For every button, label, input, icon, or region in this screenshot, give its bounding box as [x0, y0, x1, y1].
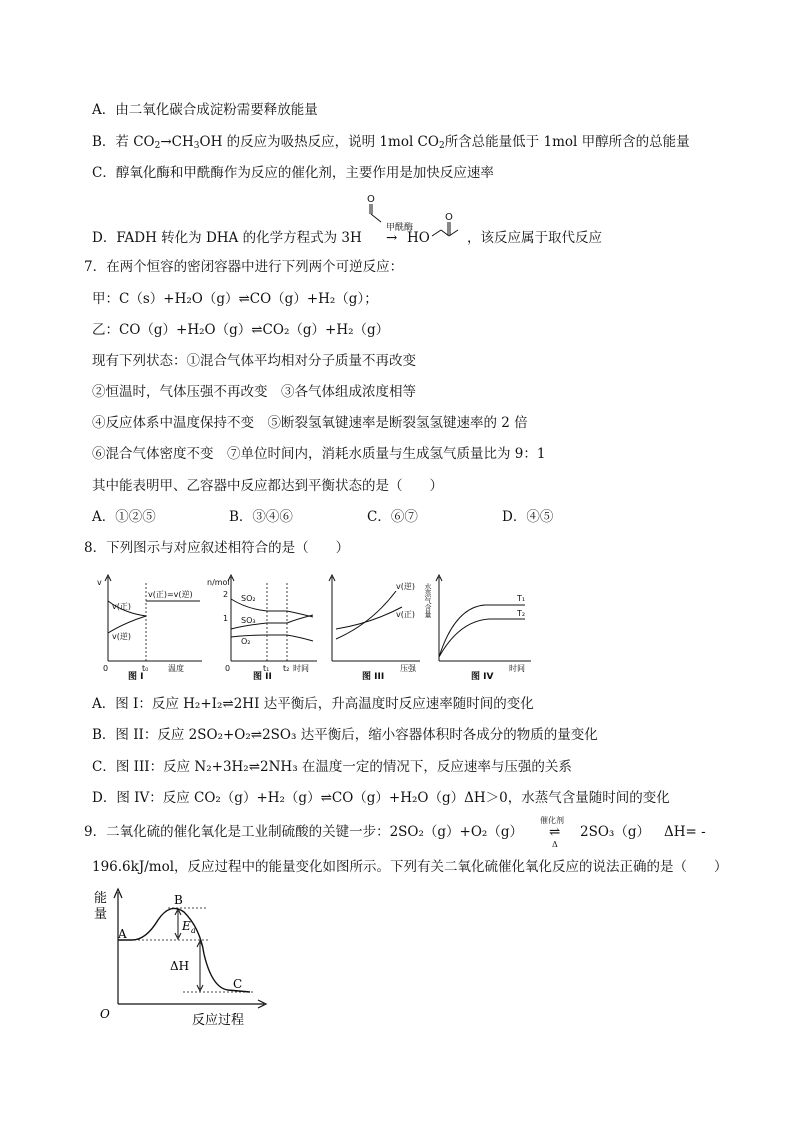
fig3-x-label: 压强 [400, 664, 416, 673]
q7-question: 其中能表明甲、乙容器中反应都达到平衡状态的是（ ） [92, 478, 443, 494]
fig3-v-forward: v(正) [396, 610, 415, 619]
q7-state-line-2: ②恒温时，气体压强不再改变 ③各气体组成浓度相等 [92, 384, 416, 400]
fig1-t0: t₀ [142, 664, 149, 673]
fig1-caption: 图 I [128, 672, 144, 682]
q8-option-c: C．图 III：反应 N₂+3H₂⇌2NH₃ 在温度一定的情况下，反应速率与压强的关系 [92, 759, 572, 775]
q7-state-line-4: ⑥混合气体密度不变 ⑦单位时间内，消耗水质量与生成氢气质量比为 9：1 [92, 446, 546, 462]
fig1-v-reverse: v(逆) [112, 632, 131, 641]
fig1-v-equal: v(正)=v(逆) [148, 590, 193, 599]
energy-origin: O [100, 1007, 110, 1021]
energy-y-label-1: 能 [94, 891, 108, 906]
fig2-t1: t₁ [263, 664, 270, 673]
q6-option-c: C．醇氧化酶和甲酰酶作为反应的催化剂，主要作用是加快反应速率 [92, 165, 494, 181]
q9-equilibrium-arrow: ⇌ [549, 824, 561, 840]
q7-option-c: C．⑥⑦ [367, 509, 418, 525]
figure-2 [205, 571, 320, 681]
q8-option-b: B．图 II：反应 2SO₂+O₂⇌2SO₃ 达平衡后，缩小容器体积时各成分的物质的量变化 [92, 727, 598, 743]
energy-y-label-2: 量 [94, 907, 108, 922]
q7-stem: 7．在两个恒容的密闭容器中进行下列两个可逆反应： [84, 259, 404, 275]
fig2-t2: t₂ [283, 664, 290, 673]
fig2-x-label: 时间 [293, 664, 309, 673]
q6-option-d-suffix: ，该反应属于取代反应 [467, 230, 602, 246]
q9-delta-h: ΔH= - [664, 824, 706, 840]
fig2-y-1: 1 [223, 614, 229, 623]
energy-x-label: 反应过程 [192, 1013, 245, 1028]
fig3-v-reverse: v(逆) [396, 582, 415, 591]
fig4-x-label: 时间 [509, 664, 525, 673]
energy-diagram [88, 884, 268, 1029]
q6-option-a: A．由二氧化碳合成淀粉需要释放能量 [92, 102, 318, 118]
fig1-x-label: 温度 [168, 664, 184, 673]
fig2-o2: O₂ [241, 637, 251, 646]
fig4-t1: T₁ [517, 594, 526, 603]
activation-energy-label: E [182, 919, 191, 933]
atom-o1: O [367, 194, 375, 205]
energy-point-a: A [118, 927, 127, 941]
q9-product: 2SO₃（g） [580, 824, 650, 840]
enthalpy-label: ΔH [170, 959, 190, 973]
q7-states-intro: 现有下列状态：①混合气体平均相对分子质量不再改变 [92, 353, 416, 369]
q7-option-b: B．③④⑥ [229, 509, 293, 525]
q7-option-d: D．④⑤ [502, 509, 554, 525]
energy-point-b: B [174, 893, 183, 907]
figure-3 [322, 571, 422, 681]
fig2-y-2: 2 [223, 590, 229, 599]
fig4-caption: 图 IV [471, 672, 494, 682]
q7-option-a: A．①②⑤ [92, 509, 156, 525]
fig4-y-label: 水蒸气含量 [424, 583, 432, 618]
q8-option-d: D．图 IV：反应 CO₂（g）+H₂（g）⇌CO（g）+H₂O（g）ΔH＞0，水蒸气含量随时间的变化 [92, 790, 670, 806]
q8-option-a: A．图 I：反应 H₂+I₂⇌2HI 达平衡后，升高温度时反应速率随时间的变化 [92, 696, 534, 712]
q7-reaction-yi: 乙：CO（g）+H₂O（g）⇌CO₂（g）+H₂（g） [92, 322, 390, 338]
q9-line-2: 196.6kJ/mol，反应过程中的能量变化如图所示。下列有关二氧化硫催化氧化反应的说法正确的是（ ） [92, 859, 728, 875]
fig4-t2: T₂ [517, 609, 526, 618]
q9-heat-symbol: Δ [552, 840, 558, 849]
q9-line-1: 9．二氧化硫的催化氧化是工业制硫酸的关键一步：2SO₂（g）+O₂（g） [84, 824, 523, 840]
fig2-y-label: n/mol [207, 578, 230, 587]
q9-catalyst: 催化剂 [540, 816, 564, 825]
figure-1 [94, 571, 208, 681]
fig1-origin: 0 [103, 664, 109, 673]
fig2-caption: 图 II [253, 672, 272, 682]
q6-product-ho: HO [407, 230, 430, 246]
fig2-origin: 0 [225, 664, 231, 673]
q6-option-d-prefix: D．FADH 转化为 DHA 的化学方程式为 3H [92, 230, 362, 246]
q6-catalyst-label: 甲酰酶 [386, 223, 414, 233]
q7-reaction-jia: 甲：C（s）+H₂O（g）⇌CO（g）+H₂（g）； [92, 291, 378, 307]
q6-option-b: B．若 $CO_2\to CH_3OH$ 的反应为吸热反应，说明 1mol $CO_2$所含总能量低于 1mol 甲醇所含的总能量 [92, 134, 690, 151]
fig2-so3: SO₃ [241, 616, 256, 625]
energy-point-c: C [233, 977, 243, 991]
fig3-caption: 图 III [362, 672, 385, 682]
fig1-v-forward: v(正) [112, 602, 131, 611]
activation-energy-sub: a [191, 926, 196, 935]
fig2-so2: SO₂ [241, 594, 256, 603]
q7-state-line-3: ④反应体系中温度保持不变 ⑤断裂氢氧键速率是断裂氢氢键速率的 2 倍 [92, 415, 528, 431]
figure-4 [425, 571, 535, 681]
atom-o2: O [445, 212, 453, 223]
dha-structure [428, 208, 470, 244]
q8-stem: 8．下列图示与对应叙述相符合的是（ ） [84, 540, 350, 556]
q6-reaction-arrow: → [386, 230, 398, 246]
fig1-y-label: v [97, 578, 102, 587]
